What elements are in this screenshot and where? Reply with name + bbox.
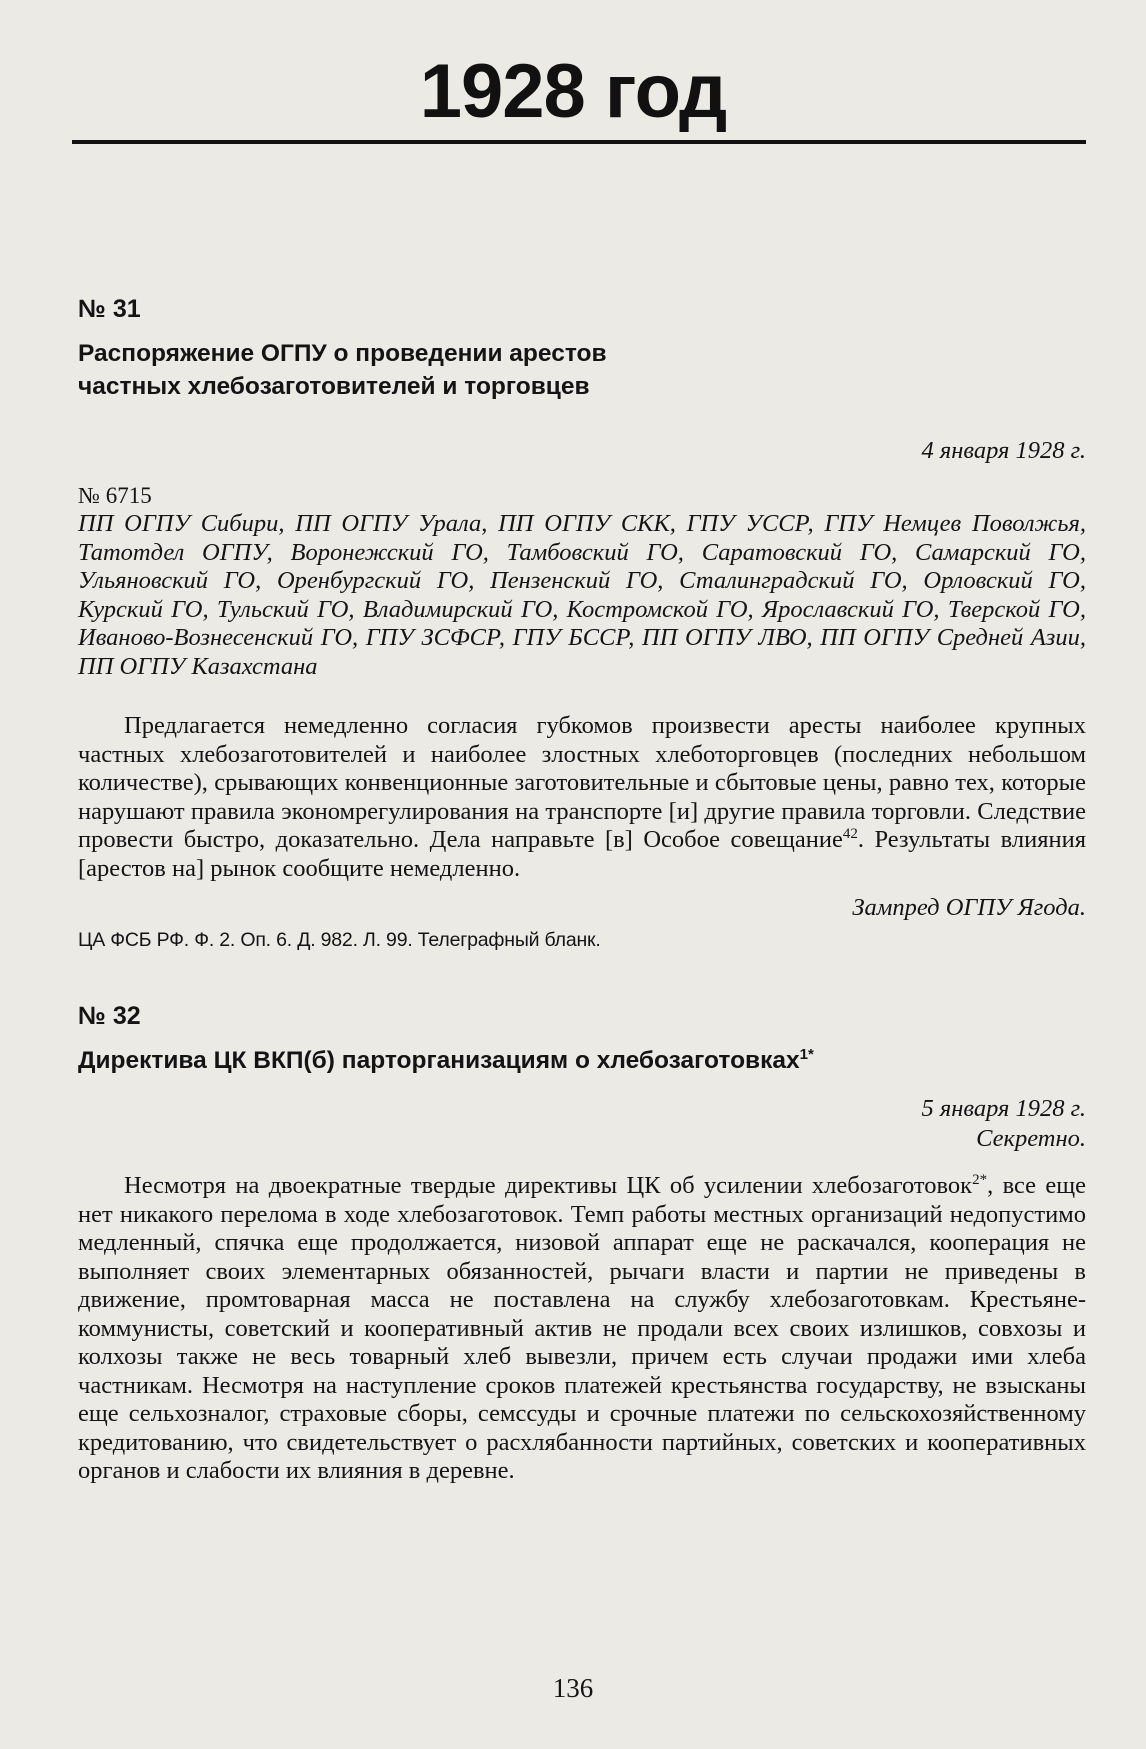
doc31-signature: Зампред ОГПУ Ягода. bbox=[852, 894, 1086, 921]
page-content bbox=[78, 295, 1086, 1486]
doc31-date: 4 января 1928 г. bbox=[921, 437, 1086, 464]
doc32-title-note: 1* bbox=[799, 1045, 814, 1063]
doc31-body-text-a: Предлагается немедленно согласия губкомов произвести аресты наиболее крупных частных хлебозаготовителей и наиболее злостных хлеботорговцев (последних небольшом количестве), срывающих конвенционные заготовительные и сбытовые цены, равно тех, которые нарушают правила экономрегулирования на транспорте [и] другие правила торговли. Следствие провести быстро, доказательно. Дела направьте [в] Особое совещание bbox=[78, 712, 1086, 853]
year-heading: 1928 год bbox=[419, 49, 727, 134]
doc32-body-text-a: Несмотря на двоекратные твердые директивы ЦК об усилении хлебозаготовок bbox=[124, 1172, 973, 1199]
doc32-title bbox=[78, 1044, 1086, 1077]
doc31-title-line2: частных хлебозаготовителей и торговцев bbox=[78, 373, 590, 400]
doc31-body-text-b: . Результаты влияния [арестов на] рынок сообщите немедленно. bbox=[78, 826, 1086, 882]
doc32-body-note: 2* bbox=[972, 1171, 988, 1188]
document-31 bbox=[78, 295, 1086, 952]
doc32-date: 5 января 1928 г. bbox=[921, 1095, 1086, 1122]
doc32-body bbox=[78, 1172, 1086, 1486]
doc31-telegram-number: № 6715 bbox=[78, 483, 152, 508]
doc31-body bbox=[78, 712, 1086, 883]
heading-rule bbox=[72, 140, 1086, 144]
doc31-addressees: ПП ОГПУ Сибири, ПП ОГПУ Урала, ПП ОГПУ СКК, ГПУ УССР, ГПУ Немцев Поволжья, Татотдел ОГПУ, Воронежский ГО, Тамбовский ГО, Саратовский ГО, Самарский ГО, Ульяновский ГО, Оренбургский ГО, Пензенский ГО, Сталинградский ГО, Орловский ГО, Курский ГО, Тульский ГО, Владимирский ГО, Костромской ГО, Ярославский ГО, Тверской ГО, Иваново-Вознесенский ГО, ГПУ ЗСФСР, ГПУ БССР, ПП ОГПУ ЛВО, ПП ОГПУ Средней Азии, ПП ОГПУ Казахстана bbox=[78, 510, 1086, 680]
doc31-number: № 31 bbox=[78, 295, 141, 323]
doc32-body-text-b: , все еще нет никакого перелома в ходе хлебозаготовок. Темп работы местных организаций недопустимо медленный, спячка еще продолжается, низовой аппарат еще не раскачался, кооперация не выполняет своих элементарных обязанностей, рычаги власти и партии не приведены в движение, промтоварная масса не поставлена на службу хлебозаготовкам. Крестьяне-коммунисты, советский и кооперативный актив не продали всех своих излишков, совхозы и колхозы также не весь товарный хлеб вывезли, причем есть случаи продажи ими хлеба частникам. Несмотря на наступление сроков платежей крестьянства государству, не взысканы еще сельхозналог, страховые сборы, семссуды и срочные платежи по сельскохозяйственному кредитованию, что свидетельствует о расхлябанности партийных, советских и кооперативных органов и слабости их влияния в деревне. bbox=[78, 1172, 1087, 1484]
document-32 bbox=[78, 1002, 1086, 1486]
show-through-texture bbox=[300, 160, 306, 187]
doc31-note-ref: 42 bbox=[842, 825, 858, 842]
doc31-source: ЦА ФСБ РФ. Ф. 2. Оп. 6. Д. 982. Л. 99. Телеграфный бланк. bbox=[78, 929, 601, 951]
page-number: 136 bbox=[552, 1673, 594, 1703]
doc32-title-text: Директива ЦК ВКП(б) парторганизациям о хлебозаготовках bbox=[78, 1047, 800, 1074]
doc32-classification: Секретно. bbox=[976, 1125, 1086, 1152]
doc32-number: № 32 bbox=[78, 1002, 141, 1030]
doc31-title-line1: Распоряжение ОГПУ о проведении арестов bbox=[78, 340, 607, 367]
